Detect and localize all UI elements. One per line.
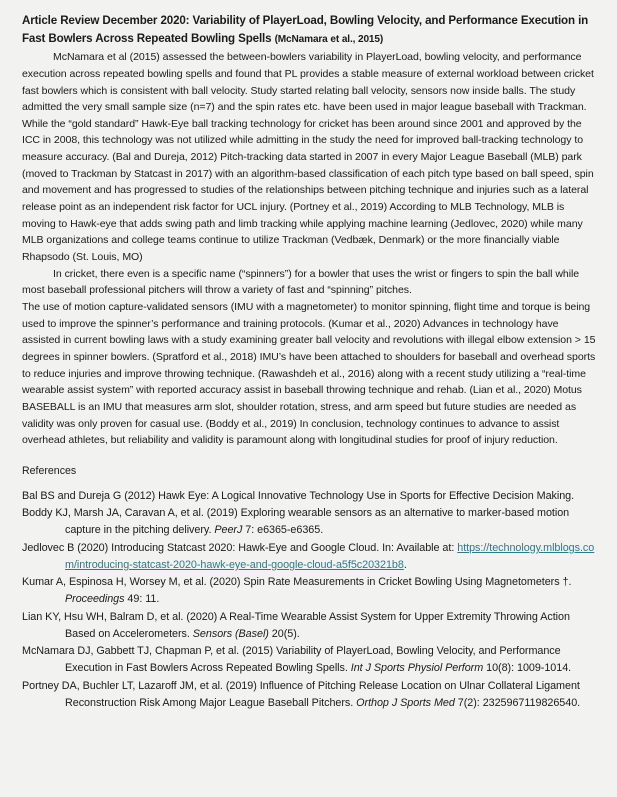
reference-journal-title: Int J Sports Physiol Perform bbox=[350, 662, 484, 675]
reference-journal-title: Sensors (Basel) bbox=[192, 627, 269, 640]
reference-journal-title: PeerJ bbox=[214, 524, 243, 537]
reference-text: 49: 11. bbox=[124, 593, 160, 606]
references-list bbox=[22, 488, 596, 712]
reference-text: Kumar A, Espinosa H, Worsey M, et al. (2020) Spin Rate Measurements in Cricket Bowling Using Magnetometers †. bbox=[22, 576, 572, 589]
reference-item bbox=[22, 505, 596, 539]
references-heading: References bbox=[22, 464, 77, 477]
reference-item bbox=[22, 678, 596, 712]
reference-item bbox=[22, 540, 596, 574]
body-paragraph-1: McNamara et al (2015) assessed the between-bowlers variability in PlayerLoad, bowling velocity, and performance execution across repeated bowling spells and found that PL provides a stable measure of external workload between cricket fast bowlers which is consistent with ball velocity. Study started relating ball velocity, sensors now inside balls. The study admitted the very small sample size (n=7) and the spin rates etc. have been used in major league baseball with Trackman. While the “gold standard” Hawk-Eye ball tracking technology for cricket has been around since 2001 and approved by the ICC in 2008, this technology was not utilized while admitting in the study the need for improved ball-tracking technology to measure accuracy. (Bal and Dureja, 2012) Pitch-tracking data started in 2007 in every Major League Baseball (MLB) park (moved to Trackman by Statcast in 2017) with an algorithm-based classification of each pitch type based on ball speed, spin and movement and has progressed to studies of the relationships between pitching technique and injuries such as a lateral release point as an independent risk factor for UCL injury. (Portney et al., 2019) According to MLB Technology, MLB is moving to Hawk-eye that adds swing path and limb tracking while applying machine learning (Jedlovec, 2020) while many MLB organizations and college teams continue to utilize Trackman (Vedbæk, Denmark) or the more financially viable Rhapsodo (St. Louis, MO) bbox=[22, 51, 594, 264]
references-gap bbox=[22, 479, 596, 488]
reference-text: 20(5). bbox=[268, 627, 300, 640]
body-paragraph-3: The use of motion capture-validated sensors (IMU with a magnetometer) to monitor spinning, flight time and torque is being used to improve the spinner’s performance and training protocols. (Kumar et al., 2020) Advances in technology have assisted in current bowling laws with a study examining greater ball velocity and revolutions with illegal elbow extension > 15 degrees in spinner bowlers. (Spratford et al., 2018) IMU’s have been attached to shoulders for baseball and overhead sports to reduce injuries and improve throwing technique. (Rawashdeh et al., 2016) along with a recent study utilizing a “real-time wearable assist system” with reported accuracy assist in baseball throwing technique and rehab. (Lian et al., 2020) Motus BASEBALL is an IMU that measures arm slot, shoulder rotation, stress, and arm speed but future studies are needed as validity was only proven for casual use. (Boddy et al., 2019) In conclusion, technology continues to advance to assist overhead athletes, but reliability and validity is paramount along with longitudinal studies for proof of injury reduction. bbox=[22, 301, 596, 447]
reference-item bbox=[22, 574, 596, 608]
reference-journal-title: Orthop J Sports Med bbox=[356, 696, 455, 709]
reference-journal-title: Proceedings bbox=[65, 593, 125, 606]
reference-text: 7(2): 2325967119826540. bbox=[454, 696, 581, 709]
reference-text: Lian KY, Hsu WH, Balram D, et al. (2020) A Real-Time Wearable Assist System for Upper Extremity Throwing Action Based on Accelerometers. bbox=[22, 610, 570, 640]
reference-hyperlink[interactable]: https://technology.mlblogs.com/introducing-statcast-2020-hawk-eye-and-google-cloud-a5f5c20321b8 bbox=[65, 541, 595, 571]
reference-text: Portney DA, Buchler LT, Lazaroff JM, et al. (2019) Influence of Pitching Release Location on Ulnar Collateral Ligament Reconstruction Risk Among Major League Baseball Pitchers. bbox=[22, 679, 580, 709]
reference-text: . bbox=[403, 558, 407, 571]
reference-item bbox=[22, 609, 596, 643]
document-title bbox=[22, 12, 596, 48]
document-title-citation: (McNamara et al., 2015) bbox=[274, 33, 384, 45]
document-title-line-1: Article Review December 2020: Variability of PlayerLoad, Bowling Velocity, and Performance bbox=[22, 14, 518, 27]
reference-item bbox=[22, 643, 596, 677]
reference-text: 7: e6365-e6365. bbox=[242, 524, 324, 537]
document-title-line-2: Execution in Fast Bowlers Across Repeated Bowling Spells bbox=[22, 14, 589, 45]
reference-text: Jedlovec B (2020) Introducing Statcast 2020: Hawk-Eye and Google Cloud. In: Available at: bbox=[22, 541, 458, 554]
reference-text: Bal BS and Dureja G (2012) Hawk Eye: A Logical Innovative Technology Use in Sports for Effective Decision Making. bbox=[22, 489, 575, 502]
references-spacer bbox=[22, 449, 596, 463]
reference-text: McNamara DJ, Gabbett TJ, Chapman P, et al. (2015) Variability of PlayerLoad, Bowling Velocity, and Performance Execution in Fast Bowlers Across Repeated Bowling Spells. bbox=[22, 645, 561, 675]
body-paragraph-2: In cricket, there even is a specific name (“spinners”) for a bowler that uses the wrist or fingers to spin the ball while most baseball professional pitchers will throw a variety of fast and “spinning” pitches. bbox=[22, 267, 580, 297]
reference-text: 10(8): 1009-1014. bbox=[483, 662, 572, 675]
reference-text: Boddy KJ, Marsh JA, Caravan A, et al. (2019) Exploring wearable sensors as an alternative to marker-based motion capture in the pitching delivery. bbox=[22, 507, 570, 537]
reference-item bbox=[22, 488, 596, 505]
